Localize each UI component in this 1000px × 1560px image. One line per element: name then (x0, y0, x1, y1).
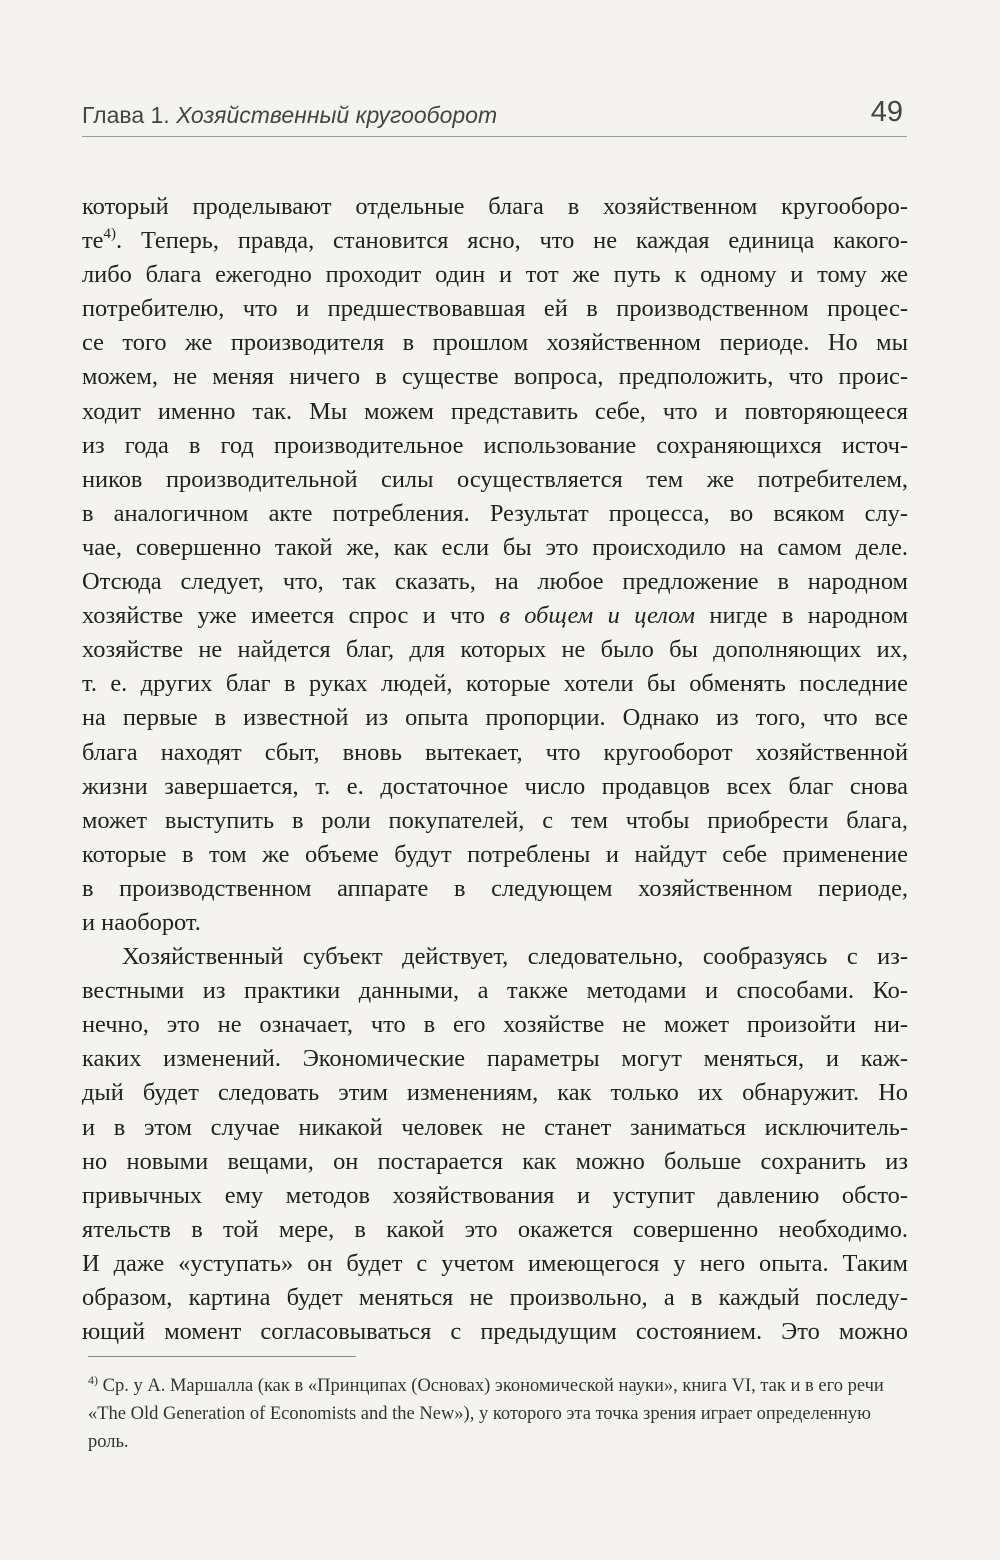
paragraph-2 (82, 940, 908, 1349)
footnote-reference: 4) (103, 226, 116, 243)
paragraph-1 (82, 190, 908, 940)
chapter-title (82, 102, 497, 129)
footnote-divider (88, 1356, 356, 1357)
text-line: и наоборот. (82, 908, 201, 936)
text-line: которые в том же объеме будут потреблены и найдут себе применение (82, 840, 908, 868)
text-line: чае, совершенно такой же, как если бы это происходило на самом деле. (82, 533, 908, 561)
text-line: хозяйстве не найдется благ, для которых не было бы дополняющих их, (82, 636, 908, 664)
footnote-mark: 4) (88, 1373, 98, 1387)
text-line: в производственном аппарате в следующем хозяйственном периоде, (82, 874, 908, 902)
text-line: те$^{4)}$. Теперь, правда, становится ясно, что не каждая единица какого- (82, 226, 908, 255)
text-line: из года в год производительное использование сохраняющихся источ- (82, 431, 908, 459)
chapter-subtitle: Хозяйственный кругооборот (176, 102, 498, 128)
text-line: И даже «уступать» он будет с учетом имеющегося у него опыта. Таким (82, 1249, 908, 1277)
text-line: привычных ему методов хозяйствования и уступит давлению обсто- (82, 1181, 908, 1209)
text-line: нечно, это не означает, что в его хозяйстве не может произойти ни- (82, 1011, 908, 1039)
text-line: вестными из практики данными, а также методами и способами. Ко- (82, 977, 908, 1005)
text-line: на первые в известной из опыта пропорции. Однако из того, что все (82, 704, 908, 732)
text-line: ющий момент согласовываться с предыдущим состоянием. Это можно (82, 1318, 908, 1346)
text-line: жизни завершается, т. е. достаточное число продавцов всех благ снова (82, 772, 908, 800)
text-line: ходит именно так. Мы можем представить себе, что и повторяющееся (82, 397, 908, 425)
running-head (82, 96, 907, 137)
footnote (88, 1372, 908, 1456)
page-number: 49 (870, 96, 903, 128)
text-line: и в этом случае никакой человек не станет заниматься исключитель- (82, 1113, 908, 1141)
text-line: может выступить в роли покупателей, с тем чтобы приобрести блага, (82, 806, 908, 834)
text-line: дый будет следовать этим изменениям, как только их обнаружит. Но (82, 1079, 908, 1107)
text-line: в аналогичном акте потребления. Результат процесса, во всяком слу- (82, 499, 908, 527)
text-line: Хозяйственный субъект действует, следовательно, сообразуясь с из- (122, 943, 908, 971)
text-line: се того же производителя в прошлом хозяйственном периоде. Но мы (82, 329, 908, 357)
chapter-label: Глава 1. (82, 102, 170, 128)
text-line: можем, не меняя ничего в существе вопроса, предположить, что проис- (82, 363, 908, 391)
text-line: образом, картина будет меняться не произвольно, а в каждый последу- (82, 1284, 908, 1311)
text-line: ятельств в той мере, в какой это окажется совершенно необходимо. (82, 1215, 908, 1243)
emphasis: в общем и целом (499, 602, 695, 630)
text-line: который проделывают отдельные блага в хозяйственном кругооборо- (82, 193, 908, 220)
text-line: хозяйстве уже имеется спрос и что в общем и целом нигде в народном (82, 602, 909, 630)
text-line: блага находят сбыт, вновь вытекает, что кругооборот хозяйственной (82, 738, 908, 766)
text-line: каких изменений. Экономические параметры могут меняться, и каж- (82, 1045, 908, 1073)
text-line: т. е. других благ в руках людей, которые хотели бы обменять последние (82, 670, 908, 698)
text-line: но новыми вещами, он постарается как можно больше сохранить из (82, 1147, 908, 1175)
text-line: Отсюда следует, что, так сказать, на любое предложение в народном (82, 568, 908, 596)
text-line: потребителю, что и предшествовавшая ей в производственном процес- (82, 295, 908, 323)
text-line: либо блага ежегодно проходит один и тот же путь к одному и тому же (82, 261, 908, 289)
body-text (82, 190, 908, 1349)
footnote-text: Ср. у А. Маршалла (как в «Принципах (Основах) экономической науки», книга VI, так и в его речи «The Old Generation of Economists and the New»), у которого эта точка зрения играет определенную роль. (88, 1376, 884, 1452)
text-line: ников производительной силы осуществляется тем же потребителем, (82, 465, 908, 493)
